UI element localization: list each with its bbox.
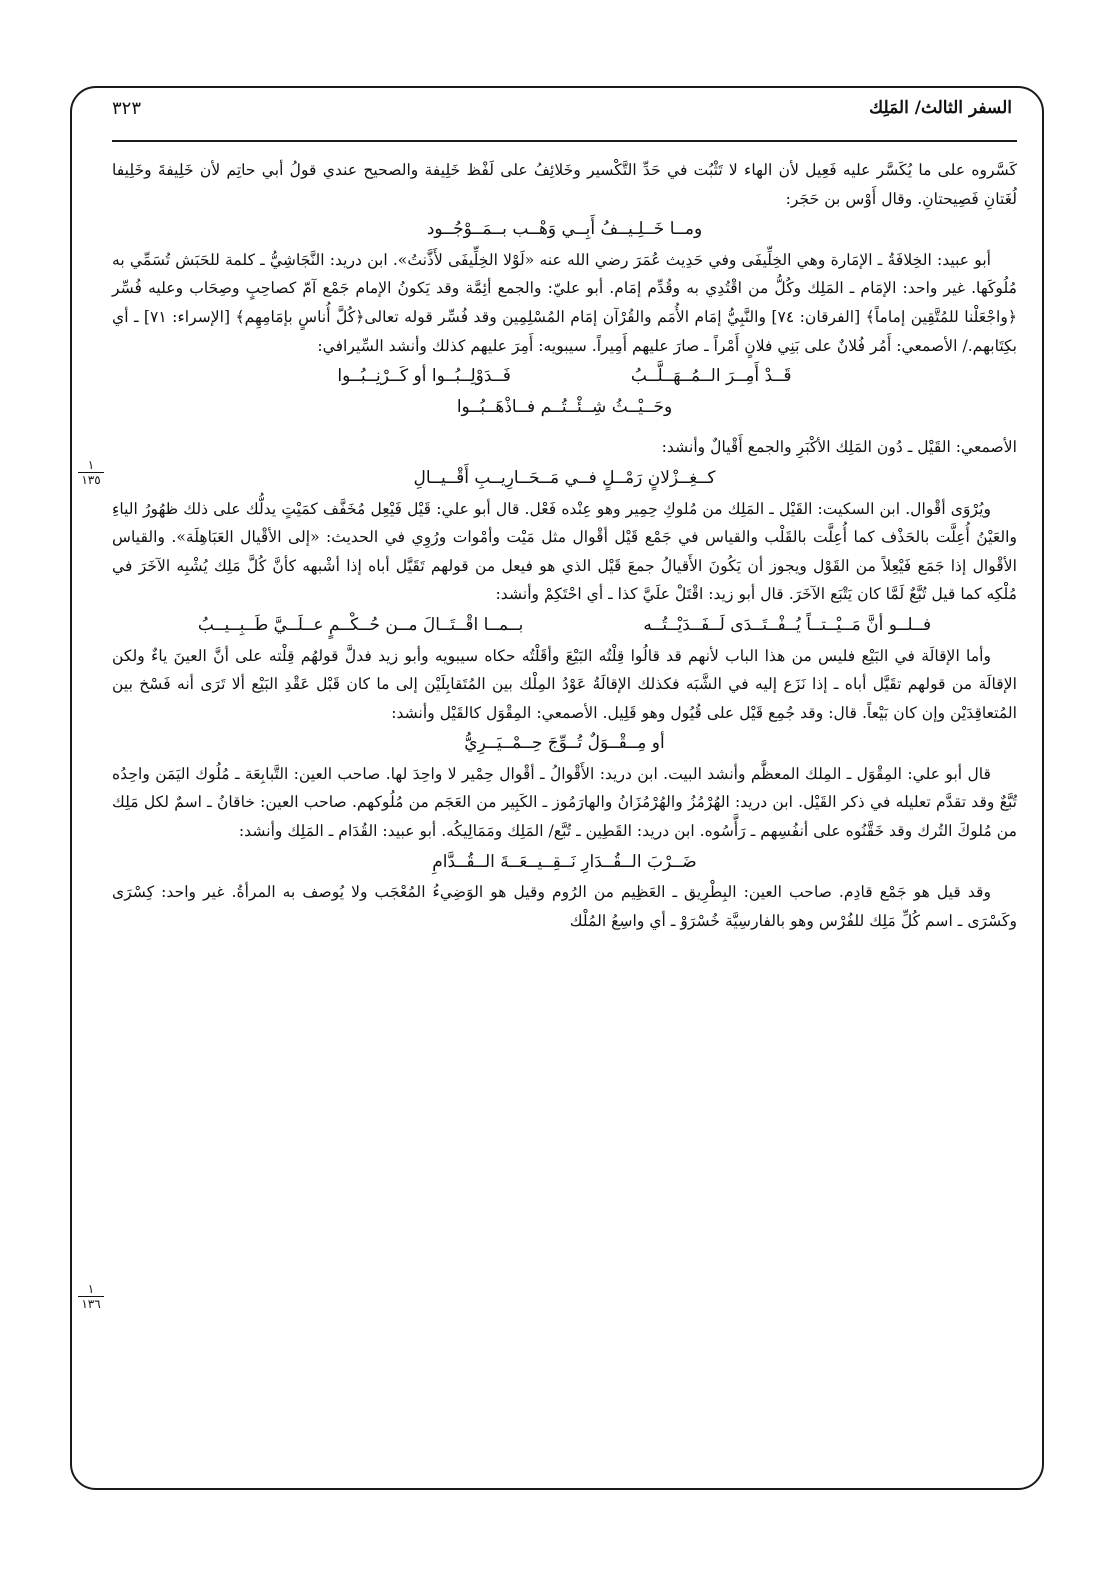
paragraph-1: كَسَّروه على ما يُكَسَّر عليه فَعِيل لأن الهاء لا تَثْبُت في حَدِّ التَّكْسير وخَلائِفُ على لَفْظ خَلِيفة والصحيح عندي قولُ أبي حاتِم لأن خَلِيفةَ وخَلِيفا لُغَتانِ فَصِيحتانِ. وقال أَوْس بن حَجَر:: [112, 161, 1017, 208]
paragraph-7: وقد قيل هو جَمْع قادِم. صاحب العين: البِطْرِيق ـ العَظِيم من الرُوم وقيل هو الوَضِيءُ المُعْجَب ولا يُوصف به المرأةُ. غير واحد: كِسْرَى وكَسْرَى ـ اسم كُلِّ مَلِك للفُرْس وهو بالفارسِيَّة خُسْرَوْ ـ أي واسِعُ المُلْك: [112, 883, 1017, 930]
paragraph-3: الأصمعي: القَيْل ـ دُون المَلِك الأكْبَرِ والجمع أَقْيالٌ وأنشد:: [661, 438, 1017, 457]
margin-note-2: [78, 1282, 104, 1311]
verse-3: وحَــيْــثُ شِــئْــتُــم فــاذْهَــبُــوا: [456, 396, 673, 417]
verse-5-first-hemistich: فــلــو أنَّ مَــيْــتــاً يُــفْــتَــدَى لَــفَــدَيْــتُــه: [643, 614, 932, 635]
verse-5: [112, 611, 1017, 640]
verse-7: ضَــرْبَ الــقُــدَارِ نَــقِــيــعَــةَ الــقُــدَّامِ: [432, 851, 697, 872]
paragraph-5: وأما الإقالَة في البَيْع فليس من هذا الباب لأنهم قد قالُوا قِلْتُه البَيْعَ وأقَلْتُه حكاه سيبويه وأبو زيد فدلَّ قولهُم قِلْته على أنَّ العينَ ياءٌ ولكن الإقالَة من قولهم تقَيَّل أباه ـ إذا نَزَع إليه في الشَّبَه فكذلك الإقالَةُ عَوْدُ المِلْك بين المُتَقابِلَيْن إلى ما كان قَبْل عَقْدِ البَيْع ألا تَرَى أنه فَسْخ بين المُتعاقِدَيْن وإن كان بَيْعاً. قال: وقد جُمِع قَيْل على قُيُول وهو قَلِيل. الأصمعي: المِقْوَل كالقَيْل وأنشد:: [112, 646, 1017, 722]
paragraph-6: قال أبو علي: المِقْوَل ـ المِلك المعظَّم وأنشد البيت. ابن دريد: الأَقْوالُ ـ أقْوال حِمْير لا واحِدَ لها. صاحب العين: التَّبابِعَة ـ مُلُوك اليَمَن واحِدُه تُبَّعٌ وقد تقدَّم تعليله في ذكر القَيْل. ابن دريد: الهُرْمُزُ والهُرْمُزَانُ والهارَمُوز ـ الكَبِير من العَجَم من مُلُوكهم. صاحب العين: خاقانُ ـ اسمٌ لكل مَلِك من مُلوكَ التُرك وقد خَقَّنُوه على أنفُسِهم ـ رَأَّسُوه. ابن دريد: القَطِين ـ تُبَّع/ المَلِك ومَمَالِيكُه. أبو عبيد: القُدَام ـ المَلِك وأنشد:: [112, 764, 1017, 841]
main-text: [112, 156, 1017, 935]
margin-note-1: [78, 458, 104, 487]
margin-note-1-top: ١: [78, 458, 104, 473]
verse-4: كــغِــزْلانٍ رَمْــلٍ فــي مَــحَــارِيــبِ أَقْــيــالِ: [413, 467, 716, 488]
verse-2: [112, 362, 1017, 391]
paragraph-2: أبو عبيد: الخِلافَةُ ـ الإمَارة وهي الخِلِّيفَى وفي حَدِيث عُمَرَ رضي الله عنه «لَوْلا الخِلِّيفَى لأَذَّنتُ». ابن دريد: النَّجَاشِيُّ ـ كلمة للحَبَش تُسَمِّي به مُلُوكَها. غير واحد: الإمَام ـ المَلِك وكُلُّ من اقْتُدِي به وقُدِّم إمَام. أبو عليّ: والجمع أئِمَّة وقد يَكونُ الإمام جَمْع آمّ كصاحِبٍ وصِحَاب وعليه فُسِّر ﴿واجْعَلْنا للمُتَّقِين إماماً﴾ [الفرقان: ٧٤] والنَّبِيُّ إمَام الأُمَم والقُرْآن إمَام المُسْلِمِين وقد فُسِّر قوله تعالى﴿كُلَّ أُناسٍ بإمَامِهِم﴾ [الإسراء: ٧١] ـ أي بكِتَابهم./ الأصمعي: أَمُر فُلانٌ على بَنِي فلانٍ أَمْراً ـ صارَ عليهم أَمِيراً. سيبويه: أَمِرَ عليهم كذلك وأنشد السِّيرافي:: [112, 250, 1017, 355]
verse-2-first-hemistich: قَــدْ أَمِــرَ الــمُــهَــلَّــبُ: [630, 366, 792, 387]
margin-note-2-bottom: ١٣٦: [81, 1297, 101, 1311]
verse-1: ومــا خَــلِـيــفُ أَبِــي وَهْــب بــمَــوْجُــود: [426, 219, 703, 240]
running-title: السفر الثالث/ المَلِك: [869, 98, 1012, 118]
page-number: ٣٢٣: [112, 98, 142, 119]
verse-2-second-hemistich: فَــدَوْلِــبُــوا أو كَــرْنِــبُــوا: [337, 366, 511, 387]
page-header: [112, 98, 1012, 128]
header-divider: [112, 140, 1017, 142]
verse-6: أو مِــقْــوَلٌ تُــوِّجَ حِــمْــيَــرِيُّ: [464, 733, 665, 754]
verse-5-second-hemistich: بــمــا اقْــتَــالَ مــن حُــكْــمٍ عــلَــيَّ طَــبِــيــبُ: [197, 614, 524, 635]
paragraph-4: ويُرْوَى أقْوال. ابن السكيت: القَيْل ـ المَلِك من مُلوكِ حِمِير وهو عِنْده فَعْل. قال أبو علي: قَيْل فَيْعِل مُخَفَّف كمَيْتٍ يدلُّك على ذلك ظهُورُ الياءِ والعَيْنُ أُعِلَّت بالحَذْف كما أُعِلَّت بالقَلْب والقياس في جَمْع قَيْل أقْوال مثل مَيْت وأمْوات ورُوِي في الحديث: «إلى الأقْيال العَبَاهِلَة». والقياس الأقْوال إذا جَمَع فَيْعِلاً من القَوْل ويجوز أن يَكُونَ الأَقيالُ جمعَ قَيْل الذي هو فيعل من قولهم تَقَيَّل أباه إذا أشْبهه كأنَّ كُلَّ مَلِك يُشْبِه الآخَرَ في مُلْكِه كما قيل تُبَّعٌ لَمَّا كان يَتْبَع الآخَرَ. قال أبو زيد: اقْتَلْ علَيَّ كذا ـ أي احْتَكِمْ وأنشد:: [112, 499, 1017, 604]
margin-note-2-top: ١: [78, 1282, 104, 1297]
margin-note-1-bottom: ١٣٥: [81, 473, 101, 487]
